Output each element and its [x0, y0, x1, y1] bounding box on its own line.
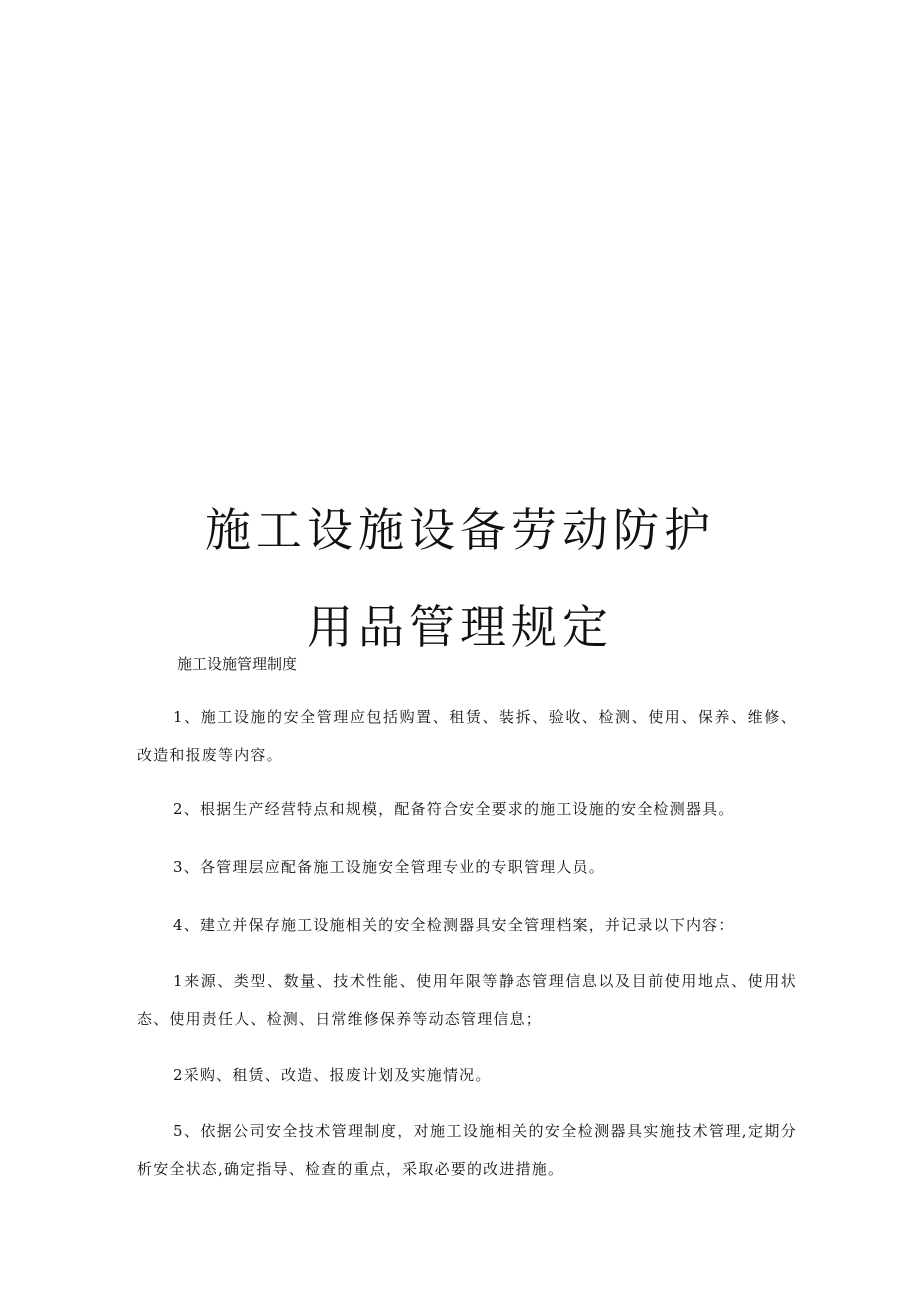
paragraph-4-item-2: 2采购、租赁、改造、报废计划及实施情况。	[173, 1066, 492, 1084]
document-title-line-1: 施工设施设备劳动防护	[205, 503, 715, 557]
paragraph-5: 5、依据公司安全技术管理制度，对施工设施相关的安全检测器具实施技术管理,定期分析安全状态,确定指导、检查的重点，采取必要的改进措施。	[137, 1122, 797, 1178]
paragraph-4-item-1: 1来源、类型、数量、技术性能、使用年限等静态管理信息以及目前使用地点、使用状态、使用责任人、检测、日常维修保养等动态管理信息；	[137, 972, 797, 1028]
paragraph-1: 1、施工设施的安全管理应包括购置、租赁、装拆、验收、检测、使用、保养、维修、改造和报废等内容。	[137, 708, 797, 764]
document-title-line-2: 用品管理规定	[307, 600, 613, 654]
paragraph-3: 3、各管理层应配备施工设施安全管理专业的专职管理人员。	[173, 858, 605, 876]
paragraph-4: 4、建立并保存施工设施相关的安全检测器具安全管理档案，并记录以下内容：	[173, 916, 735, 934]
section-heading: 施工设施管理制度	[177, 655, 298, 673]
paragraph-2: 2、根据生产经营特点和规模，配备符合安全要求的施工设施的安全检测器具。	[173, 800, 735, 818]
